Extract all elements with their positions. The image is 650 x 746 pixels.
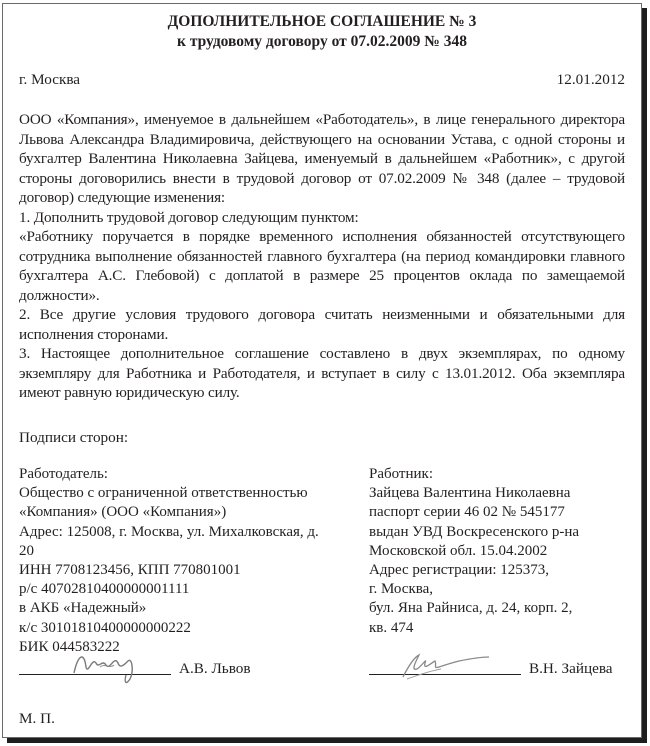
employee-line: Адрес регистрации: 125373,: [369, 562, 550, 579]
employee-signature-icon: [389, 649, 509, 683]
employer-heading: Работодатель:: [19, 466, 108, 482]
title-line-1: ДОПОЛНИТЕЛЬНОЕ СОГЛАШЕНИЕ № 3: [167, 13, 477, 30]
employee-line: выдан УВД Воскресенского р-на: [369, 523, 580, 540]
employer-line: ИНН 7708123456, КПП 770801001: [19, 562, 241, 579]
signatures-label: Подписи сторон:: [19, 429, 129, 446]
employee-signature-block: [369, 657, 639, 679]
employer-signer-name: А.В. Львов: [179, 660, 251, 677]
employer-line: р/с 40702810400000001111: [19, 581, 190, 598]
employee-line: паспорт серии 46 02 № 545177: [369, 504, 565, 521]
employee-line: кв. 474: [369, 619, 414, 636]
clause-3: 3. Настоящее дополнительное соглашение составлено в двух экземплярах, по одному экземпляру для Работника и Работодателя, и вступает в силу с 13.01.2012. Оба экземпляра имеют равную юридическую силу.: [19, 345, 625, 401]
employer-line: в АКБ «Надежный»: [19, 600, 147, 617]
employer-signature-block: [19, 657, 279, 679]
employer-line: БИК 044583222: [19, 638, 120, 655]
employee-line: г. Москва,: [369, 581, 434, 598]
clause-1-intro: 1. Дополнить трудовой договор следующим пунктом:: [19, 208, 359, 226]
employer-line: Общество с ограниченной ответственностью: [19, 485, 308, 502]
employer-details: [19, 465, 364, 657]
employer-line: «Компания» (ООО «Компания»): [19, 504, 227, 521]
employee-signer-name: В.Н. Зайцева: [529, 660, 613, 677]
employee-line: Московской обл. 15.04.2002: [369, 542, 548, 559]
employee-details: [369, 465, 639, 638]
employer-line: 20: [19, 542, 34, 559]
document-title: [3, 12, 641, 52]
employee-heading: Работник:: [369, 466, 433, 482]
employer-signature-icon: [64, 645, 164, 685]
document-date: 12.01.2012: [556, 71, 625, 88]
employer-line: к/с 30101810400000000222: [19, 619, 191, 636]
document-body: [19, 110, 625, 403]
stamp-place: М. П.: [19, 710, 55, 727]
title-line-2: к трудовому договору от 07.02.2009 № 348: [177, 33, 467, 50]
clause-2: 2. Все другие условия трудового договора считать неизменными и обязательными для исполнения сторонами.: [19, 306, 625, 343]
employee-line: Зайцева Валентина Николаевна: [369, 485, 571, 502]
city: г. Москва: [19, 71, 81, 88]
preamble: ООО «Компания», именуемое в дальнейшем «Работодатель», в лице генерального директора Львова Александра Владимировича, действующего на основании Устава, с одной стороны и бухгалтер Валентина Николаевна Зайцева, именуемый в дальнейшем «Работник», с другой стороны договорились внести в трудовой договор от 07.02.2009 № 348 (далее – трудовой договор) следующие изменения:: [19, 111, 625, 206]
clause-1-quote: «Работнику поручается в порядке временного исполнения обязанностей отсутствующего сотрудника выполнение обязанностей главного бухгалтера (на период командировки главного бухгалтера А.С. Глебовой) с доплатой в размере 25 процентов оклада по замещаемой должности».: [19, 228, 625, 304]
employer-line: Адрес: 125008, г. Москва, ул. Михалковская, д.: [19, 523, 319, 540]
document-page: [2, 3, 642, 738]
employee-line: бул. Яна Райниса, д. 24, корп. 2,: [369, 600, 573, 617]
